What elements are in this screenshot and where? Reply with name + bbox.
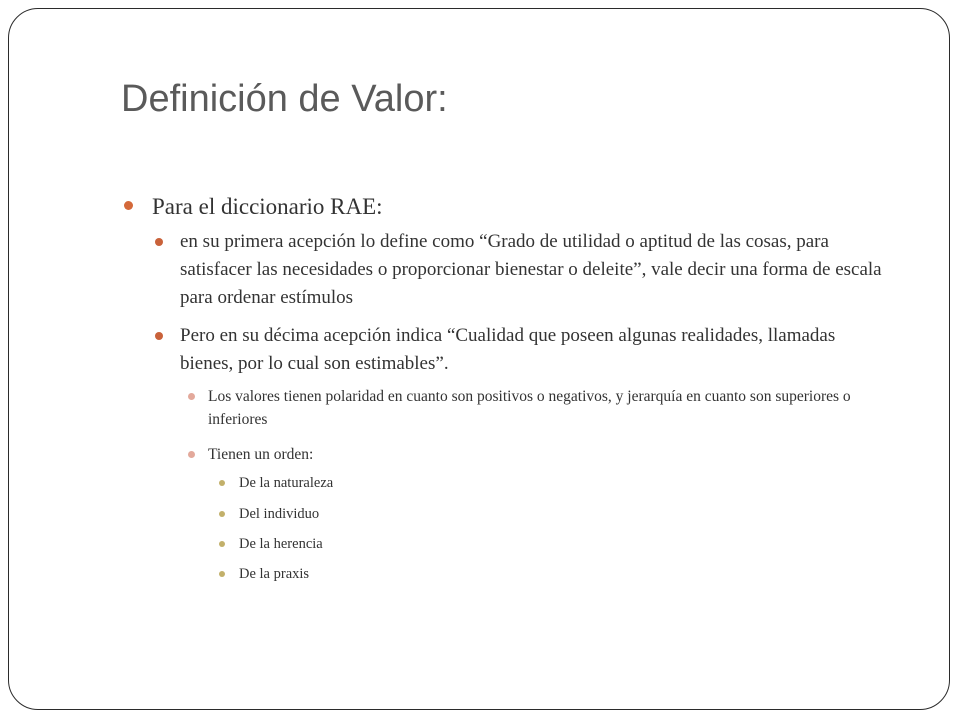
bullet-icon	[219, 541, 225, 547]
bullet-level2-text: en su primera acepción lo define como “Grado de utilidad o aptitud de las cosas, para satisfacer las necesidades o proporcionar bienestar o deleite”, vale decir una forma de escala para ordenar estímulos	[180, 231, 882, 308]
bullet-level3-text: Tienen un orden:	[208, 446, 314, 463]
bullet-level4-text: Del individuo	[239, 506, 320, 522]
bullet-icon	[188, 393, 195, 400]
bullet-icon	[219, 511, 225, 517]
bullet-icon	[155, 238, 163, 246]
bullet-icon	[155, 332, 163, 340]
slide-title: Definición de Valor:	[121, 78, 448, 120]
bullet-icon	[219, 571, 225, 577]
bullet-level4-text: De la naturaleza	[239, 475, 334, 491]
bullet-level2-text: Pero en su décima acepción indica “Cualidad que poseen algunas realidades, llamadas bienes, por lo cual son estimables”.	[180, 325, 836, 374]
bullet-icon	[219, 480, 225, 486]
bullet-level4-text: De la praxis	[239, 566, 310, 582]
bullet-icon	[188, 451, 195, 458]
bullet-level4-text: De la herencia	[239, 536, 323, 552]
bullet-level3-text: Los valores tienen polaridad en cuanto son positivos o negativos, y jerarquía en cuanto son superiores o inferiores	[208, 388, 851, 428]
bullet-icon	[124, 201, 133, 210]
bullet-level1-text: Para el diccionario RAE:	[152, 194, 383, 219]
